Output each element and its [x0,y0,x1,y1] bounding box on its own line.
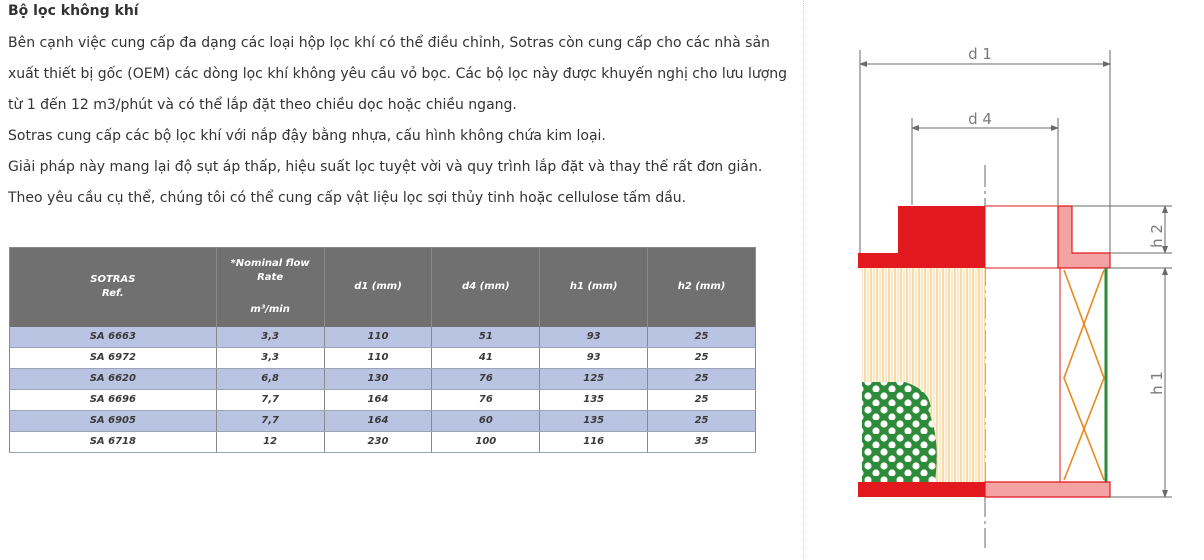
cell-h1: 135 [540,410,648,431]
filter-diagram [820,0,1204,560]
header-h2: h2 (mm) [648,248,756,327]
bottom-cap-left [858,482,985,497]
top-cap-left [858,206,985,268]
header-flow-unit: m³/min [250,304,290,316]
table-row [10,389,756,410]
header-d4: d4 (mm) [432,248,540,327]
cell-flow: 6,8 [216,368,324,389]
table-row [10,347,756,368]
cell-flow: 7,7 [216,389,324,410]
cell-h1: 93 [540,347,648,368]
paragraph-line: xuất thiết bị gốc (OEM) các dòng lọc khí không yêu cầu vỏ bọc. Các bộ lọc này được khuyến nghị cho lưu lượng [8,66,788,82]
table-row [10,327,756,348]
d4-label: d 4 [968,110,992,128]
paragraph-line: Bên cạnh việc cung cấp đa dạng các loại hộp lọc khí có thể điều chỉnh, Sotras còn cung cấp cho các nhà sản [8,35,770,51]
cell-ref: SA 6972 [10,347,217,368]
h1-label: h 1 [1148,371,1166,395]
cell-flow: 7,7 [216,410,324,431]
cell-ref: SA 6696 [10,389,217,410]
cell-h1: 93 [540,327,648,348]
inner-mesh-section [862,382,937,482]
cell-d1: 164 [324,410,432,431]
section-title: Bộ lọc không khí [8,3,139,19]
cell-h2: 25 [648,327,756,348]
cell-flow: 3,3 [216,327,324,348]
h2-label: h 2 [1148,224,1166,248]
cell-d1: 130 [324,368,432,389]
cell-ref: SA 6905 [10,410,217,431]
cell-flow: 3,3 [216,347,324,368]
cell-h1: 125 [540,368,648,389]
header-ref-line1: SOTRAS [90,274,136,286]
top-cap-right-section [1058,206,1110,268]
cell-d1: 110 [324,347,432,368]
top-cap-opening [985,206,1058,268]
bottom-cap-right [985,482,1110,497]
paragraph-line: Giải pháp này mang lại độ sụt áp thấp, hiệu suất lọc tuyệt vời và quy trình lắp đặt và thay thế rất đơn giản. [8,159,763,175]
cell-d4: 51 [432,327,540,348]
cell-h2: 25 [648,389,756,410]
cell-h1: 116 [540,431,648,452]
header-ref-line2: Ref. [102,288,124,300]
cell-flow: 12 [216,431,324,452]
spring-right [1064,270,1104,480]
header-h1: h1 (mm) [540,248,648,327]
table-row [10,410,756,431]
cell-d1: 230 [324,431,432,452]
header-d1: d1 (mm) [324,248,432,327]
header-flow-line1: *Nominal flow [230,258,310,270]
cell-d4: 60 [432,410,540,431]
table-header-row [10,248,756,327]
cell-d1: 110 [324,327,432,348]
spec-table [9,247,756,453]
header-flow-line2: Rate [257,272,284,284]
header-ref [10,248,217,327]
column-divider [803,0,804,560]
cell-d4: 76 [432,389,540,410]
cell-h2: 25 [648,410,756,431]
cell-ref: SA 6620 [10,368,217,389]
cell-d4: 76 [432,368,540,389]
table-row [10,368,756,389]
cell-h2: 35 [648,431,756,452]
header-flow [216,248,324,327]
spring-left [1064,270,1104,480]
cell-h1: 135 [540,389,648,410]
paragraph-line: Sotras cung cấp các bộ lọc khí với nắp đậy bằng nhựa, cấu hình không chứa kim loại. [8,128,606,144]
cell-d4: 41 [432,347,540,368]
d1-label: d 1 [968,45,992,63]
table-row [10,431,756,452]
cell-d1: 164 [324,389,432,410]
cell-h2: 25 [648,368,756,389]
cell-ref: SA 6718 [10,431,217,452]
cell-ref: SA 6663 [10,327,217,348]
paragraph-line: Theo yêu cầu cụ thể, chúng tôi có thể cung cấp vật liệu lọc sợi thủy tinh hoặc cellulose tấm dầu. [8,190,687,206]
cell-h2: 25 [648,347,756,368]
cell-d4: 100 [432,431,540,452]
paragraph-line: từ 1 đến 12 m3/phút và có thể lắp đặt theo chiều dọc hoặc chiều ngang. [8,97,517,113]
